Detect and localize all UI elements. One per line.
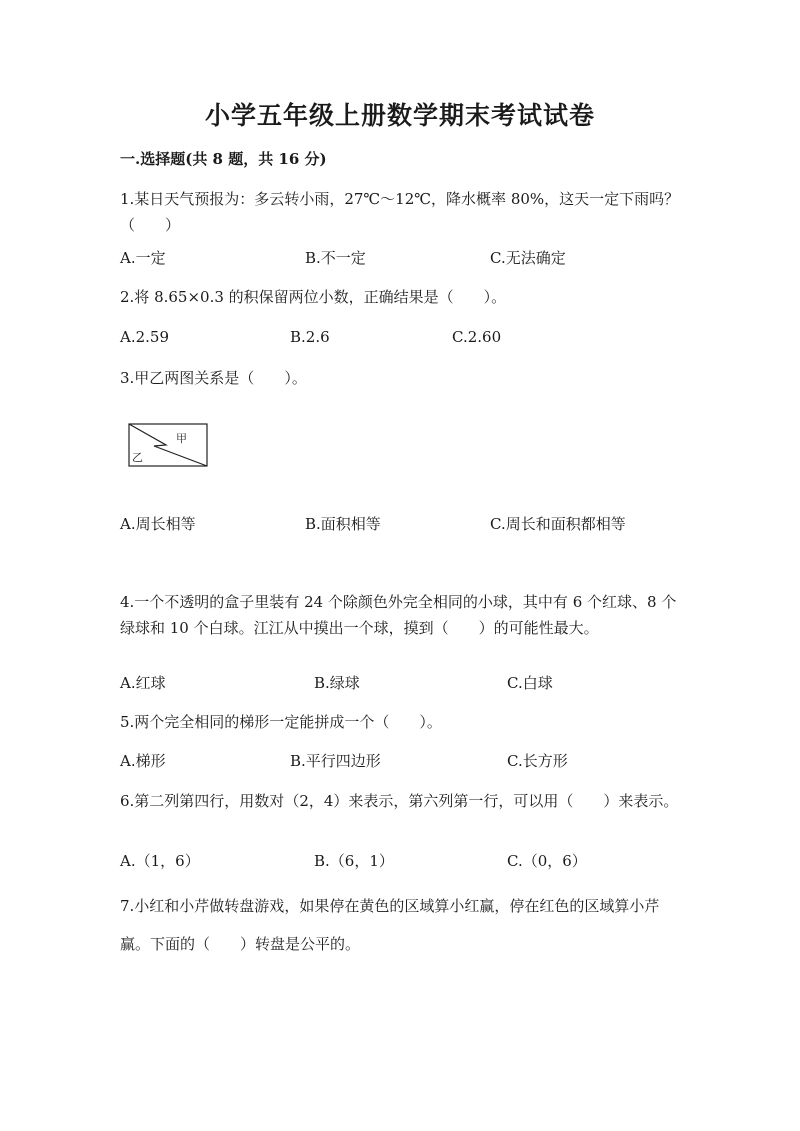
question-2: 2.将 8.65×0.3 的积保留两位小数，正确结果是（ ）。 xyxy=(120,288,507,306)
q1-option-b[interactable]: B.不一定 xyxy=(305,249,366,267)
q1-option-c[interactable]: C.无法确定 xyxy=(490,249,566,267)
figure-label-yi: 乙 xyxy=(132,451,143,464)
q4-option-c[interactable]: C.白球 xyxy=(507,674,553,692)
question-4: 4.一个不透明的盒子里装有 24 个除颜色外完全相同的小球，其中有 6 个红球、8 个绿球和 10 个白球。江江从中摸出一个球，摸到（ ）的可能性最大。 xyxy=(120,593,677,637)
question-6: 6.第二列第四行，用数对（2，4）来表示，第六列第一行，可以用（ ）来表示。 xyxy=(120,792,679,810)
q6-option-b[interactable]: B.（6，1） xyxy=(314,852,394,870)
figure-label-jia: 甲 xyxy=(176,432,187,445)
question-7: 7.小红和小芹做转盘游戏，如果停在黄色的区域算小红赢，停在红色的区域算小芹赢。下面的（ ）转盘是公平的。 xyxy=(120,897,660,953)
question-5: 5.两个完全相同的梯形一定能拼成一个（ ）。 xyxy=(120,713,442,731)
q5-option-b[interactable]: B.平行四边形 xyxy=(290,752,381,770)
q6-option-a[interactable]: A.（1，6） xyxy=(120,852,200,870)
q2-option-b[interactable]: B.2.6 xyxy=(290,328,330,346)
q2-option-a[interactable]: A.2.59 xyxy=(120,328,169,346)
rectangle-split-figure xyxy=(128,423,210,469)
q3-option-a[interactable]: A.周长相等 xyxy=(120,515,196,533)
q3-option-b[interactable]: B.面积相等 xyxy=(305,515,381,533)
q2-option-c[interactable]: C.2.60 xyxy=(452,328,502,346)
q1-option-a[interactable]: A.一定 xyxy=(120,249,166,267)
q5-option-a[interactable]: A.梯形 xyxy=(120,752,166,770)
q5-option-c[interactable]: C.长方形 xyxy=(507,752,568,770)
section-heading: 一.选择题(共 8 题，共 16 分) xyxy=(120,150,327,168)
q4-option-a[interactable]: A.红球 xyxy=(120,674,166,692)
q4-option-b[interactable]: B.绿球 xyxy=(314,674,360,692)
page-title: 小学五年级上册数学期末考试试卷 xyxy=(204,101,595,130)
question-1: 1.某日天气预报为：多云转小雨，27℃～12℃，降水概率 80%，这天一定下雨吗？（ ） xyxy=(120,190,680,234)
q6-option-c[interactable]: C.（0，6） xyxy=(507,852,587,870)
q3-option-c[interactable]: C.周长和面积都相等 xyxy=(490,515,626,533)
question-3: 3.甲乙两图关系是（ ）。 xyxy=(120,369,307,387)
